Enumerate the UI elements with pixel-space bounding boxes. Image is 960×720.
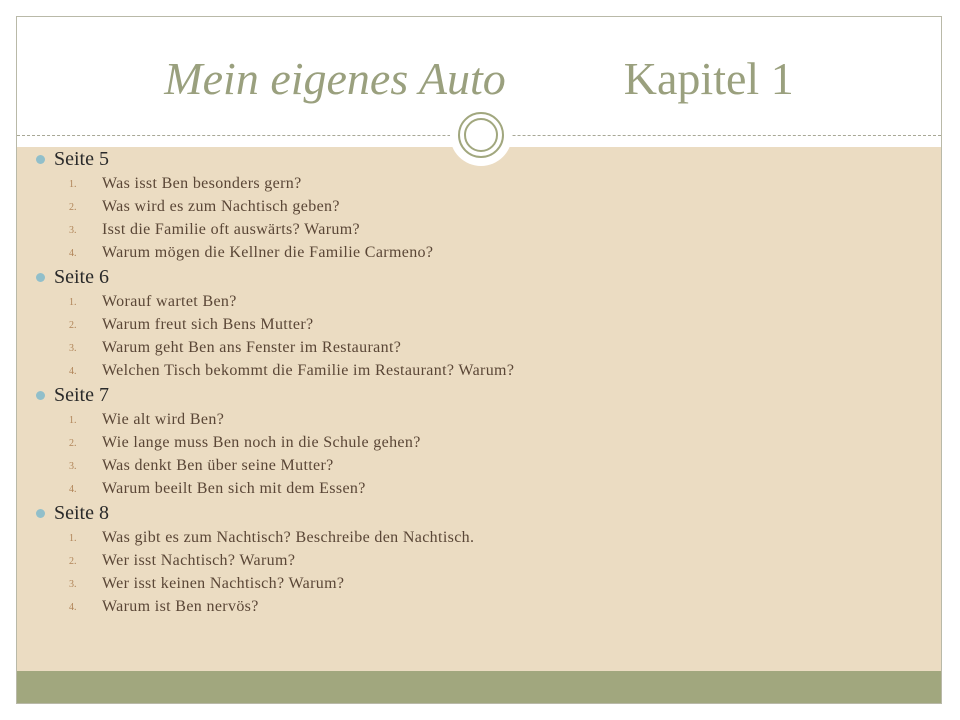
list-item — [36, 572, 916, 595]
section-heading-text: Seite 5 — [54, 148, 109, 170]
question-text: Isst die Familie oft auswärts? Warum? — [102, 221, 360, 238]
question-number: 3. — [69, 225, 77, 236]
question-text: Warum beeilt Ben sich mit dem Essen? — [102, 480, 366, 497]
question-text: Was denkt Ben über seine Mutter? — [102, 457, 334, 474]
question-number: 2. — [69, 556, 77, 567]
question-number: 4. — [69, 484, 77, 495]
question-number: 1. — [69, 297, 77, 308]
question-list — [36, 172, 916, 264]
question-list — [36, 526, 916, 618]
section-heading — [36, 382, 916, 408]
question-text: Wer isst keinen Nachtisch? Warum? — [102, 575, 345, 592]
question-number: 1. — [69, 415, 77, 426]
footer-bar — [17, 671, 941, 704]
title-chapter: Kapitel 1 — [623, 53, 794, 104]
section-heading-text: Seite 6 — [54, 266, 109, 288]
section-heading — [36, 146, 916, 172]
question-text: Wie lange muss Ben noch in die Schule gehen? — [102, 434, 421, 451]
list-item — [36, 241, 916, 264]
question-number: 4. — [69, 248, 77, 259]
question-number: 2. — [69, 202, 77, 213]
question-list — [36, 408, 916, 500]
section-heading — [36, 264, 916, 290]
question-text: Was wird es zum Nachtisch geben? — [102, 198, 340, 215]
question-list — [36, 290, 916, 382]
question-number: 3. — [69, 343, 77, 354]
list-item — [36, 549, 916, 572]
list-item — [36, 408, 916, 431]
section-seite-7 — [36, 382, 916, 500]
bullet-icon — [36, 273, 45, 282]
question-number: 3. — [69, 579, 77, 590]
section-heading-text: Seite 7 — [54, 384, 109, 406]
question-text: Was isst Ben besonders gern? — [102, 175, 302, 192]
question-text: Warum mögen die Kellner die Familie Carmeno? — [102, 244, 434, 261]
bullet-icon — [36, 391, 45, 400]
question-number: 4. — [69, 602, 77, 613]
question-text: Wer isst Nachtisch? Warum? — [102, 552, 296, 569]
question-text: Warum ist Ben nervös? — [102, 598, 259, 615]
bullet-icon — [36, 509, 45, 518]
question-text: Warum freut sich Bens Mutter? — [102, 316, 314, 333]
question-text: Was gibt es zum Nachtisch? Beschreibe den Nachtisch. — [102, 529, 475, 546]
section-seite-8 — [36, 500, 916, 618]
bullet-icon — [36, 155, 45, 164]
list-item — [36, 595, 916, 618]
question-number: 1. — [69, 179, 77, 190]
question-number: 4. — [69, 366, 77, 377]
section-seite-5 — [36, 146, 916, 264]
list-item — [36, 336, 916, 359]
question-text: Warum geht Ben ans Fenster im Restaurant? — [102, 339, 402, 356]
list-item — [36, 172, 916, 195]
list-item — [36, 359, 916, 382]
question-number: 3. — [69, 461, 77, 472]
list-item — [36, 195, 916, 218]
list-item — [36, 454, 916, 477]
section-seite-6 — [36, 264, 916, 382]
section-heading-text: Seite 8 — [54, 502, 109, 524]
section-heading — [36, 500, 916, 526]
list-item — [36, 526, 916, 549]
list-item — [36, 218, 916, 241]
list-item — [36, 477, 916, 500]
question-sections — [36, 146, 916, 618]
question-number: 2. — [69, 438, 77, 449]
question-number: 1. — [69, 533, 77, 544]
list-item — [36, 313, 916, 336]
question-text: Wie alt wird Ben? — [102, 411, 225, 428]
question-number: 2. — [69, 320, 77, 331]
list-item — [36, 290, 916, 313]
question-text: Worauf wartet Ben? — [102, 293, 237, 310]
list-item — [36, 431, 916, 454]
question-text: Welchen Tisch bekommt die Familie im Restaurant? Warum? — [102, 362, 515, 379]
title-book-name: Mein eigenes Auto — [164, 53, 506, 104]
slide-title — [17, 51, 941, 107]
